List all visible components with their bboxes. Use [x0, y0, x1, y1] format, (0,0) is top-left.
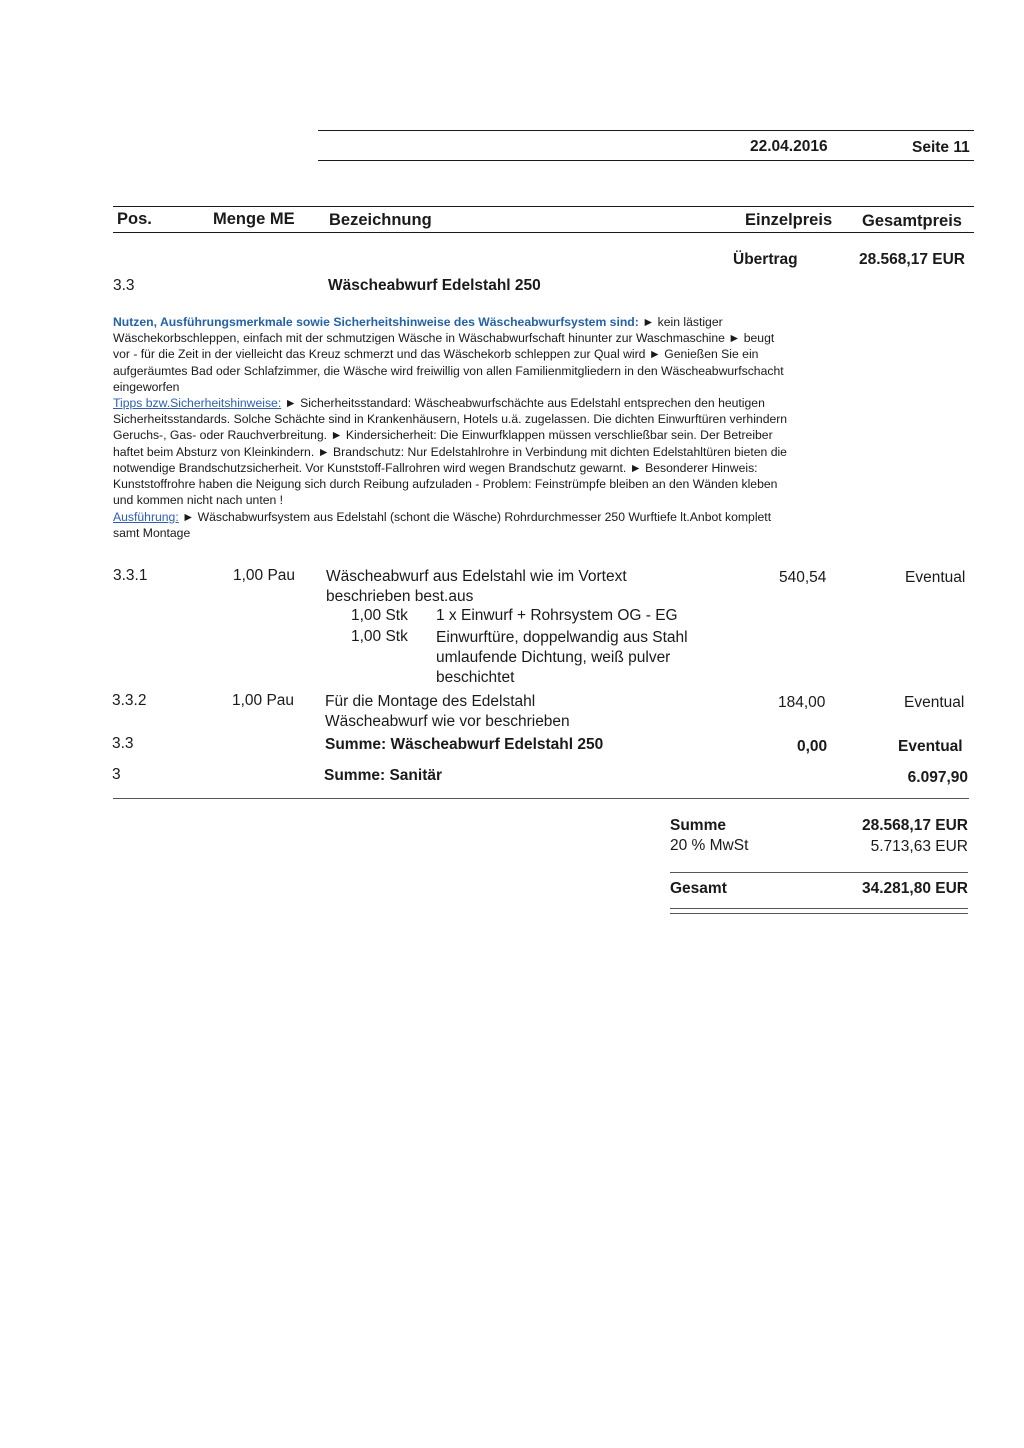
item-text-line: beschrieben best.aus: [326, 588, 474, 605]
subtotal-total: Eventual: [898, 738, 963, 755]
mwst-value: 5.713,63 EUR: [870, 838, 968, 855]
subitem-text-block: [436, 628, 688, 688]
header-bottom-rule: [318, 160, 974, 161]
subtotal-price: 0,00: [797, 738, 828, 755]
item-qty: 1,00 Pau: [232, 692, 295, 709]
item-total: Eventual: [905, 569, 966, 586]
section-pos: 3.3: [113, 277, 135, 294]
gesamt-double-rule-bottom: [670, 913, 968, 914]
description-tips: [113, 395, 883, 508]
tips-line: Kunststoffrohre haben die Neigung sich durch Reibung aufzuladen - Problem: Feinstrümpfe bleiben an den Wänden kleben: [113, 477, 778, 492]
intro-heading: Nutzen, Ausführungsmerkmale sowie Sicherheitshinweise des Wäscheabwurfsystem sind:: [113, 315, 639, 329]
item-text-line: Für die Montage des Edelstahl: [325, 693, 536, 710]
subitem-text: 1 x Einwurf + Rohrsystem OG - EG: [436, 607, 678, 624]
subitem-qty: 1,00 Stk: [351, 607, 408, 624]
exec-first-line: [113, 509, 883, 525]
item-pos: 3.3.2: [112, 692, 147, 709]
column-bezeichnung: Bezeichnung: [329, 211, 432, 229]
intro-first-line: [113, 314, 883, 330]
mwst-label: 20 % MwSt: [670, 837, 749, 854]
uebertrag-label: Übertrag: [733, 251, 798, 268]
totals-rule: [670, 872, 968, 873]
subtotal-pos: 3: [112, 766, 121, 783]
item-pos: 3.3.1: [113, 567, 148, 584]
tips-line: notwendige Brandschutzsicherheit. Vor Kunststoff-Fallrohren wird wegen Brandschutz gewarnt. ► Besonderer Hinweis:: [113, 460, 758, 475]
gesamt-value: 34.281,80 EUR: [862, 880, 968, 897]
column-einzelpreis: Einzelpreis: [745, 211, 833, 229]
subtotal-total: 6.097,90: [907, 769, 968, 786]
uebertrag-value: 28.568,17 EUR: [859, 251, 965, 268]
tips-line: Geruchs-, Gas- oder Rauchverbreitung. ► Kindersicherheit: Die Einwurfklappen müssen verschließbar sein. Der Betreiber: [113, 428, 773, 443]
description-intro: [113, 314, 883, 395]
exec-tail: ► Wäschabwurfsystem aus Edelstahl (schont die Wäsche) Rohrdurchmesser 250 Wurftiefe lt.Anbot komplett: [182, 510, 772, 524]
subtotal-label: Summe: Sanitär: [324, 767, 443, 784]
summe-value: 28.568,17 EUR: [862, 817, 968, 834]
page-number: Seite 11: [912, 139, 970, 156]
intro-line: eingeworfen: [113, 379, 180, 394]
subitem-text: beschichtet: [436, 669, 515, 686]
intro-line: Wäschekorbschleppen, einfach mit der schmutzigen Wäsche in Wäschabwurfschaft hinunter zur Waschmaschine ► beugt: [113, 331, 775, 346]
item-price: 184,00: [778, 694, 826, 711]
section-title: Wäscheabwurf Edelstahl 250: [328, 277, 541, 294]
header-top-rule: [318, 130, 974, 131]
item-qty: 1,00 Pau: [233, 567, 296, 584]
subitem-text: Einwurftüre, doppelwandig aus Stahl: [436, 629, 688, 646]
description-execution: [113, 509, 883, 541]
document-date: 22.04.2016: [750, 138, 828, 155]
item-text-line: Wäscheabwurf wie vor beschrieben: [325, 713, 570, 730]
gesamt-label: Gesamt: [670, 880, 727, 897]
gesamt-double-rule-top: [670, 908, 968, 909]
intro-tail: ► kein lästiger: [642, 315, 723, 329]
column-header-bottom-rule: [113, 232, 974, 233]
tips-link[interactable]: Tipps bzw.Sicherheitshinweise:: [113, 396, 282, 410]
subtotal-pos: 3.3: [112, 735, 134, 752]
subitem-text: umlaufende Dichtung, weiß pulver: [436, 649, 671, 666]
intro-line: vor - für die Zeit in der vielleicht das Kreuz schmerzt und das Wäschekorb schleppen zur Qual wird ► Genießen Sie ein: [113, 347, 759, 362]
item-price: 540,54: [779, 569, 827, 586]
column-gesamtpreis: Gesamtpreis: [862, 212, 962, 230]
column-pos: Pos.: [117, 210, 152, 228]
item-text-line: Wäscheabwurf aus Edelstahl wie im Vortext: [326, 568, 627, 585]
exec-line: samt Montage: [113, 526, 191, 541]
subtotal-rule: [113, 798, 969, 799]
item-description: [326, 567, 746, 607]
summe-label: Summe: [670, 817, 726, 834]
subitem-qty: 1,00 Stk: [351, 628, 408, 645]
tips-line: Sicherheitsstandards. Solche Schächte sind in Krankenhäusern, Hotels u.ä. zugelassen. Die dichten Einwurftüren verhindern: [113, 412, 788, 427]
tips-first-line: [113, 395, 883, 411]
intro-line: aufgeräumtes Bad oder Schlafzimmer, die Wäsche wird freiwillig von allen Familienmitgliedern in den Wäscheabwurfschacht: [113, 363, 784, 378]
item-description: [325, 692, 745, 732]
subtotal-label: Summe: Wäscheabwurf Edelstahl 250: [325, 736, 604, 753]
tips-line: und kommen nicht nach unten !: [113, 493, 284, 508]
column-menge: Menge ME: [213, 210, 295, 228]
item-total: Eventual: [904, 694, 965, 711]
tips-tail: ► Sicherheitsstandard: Wäscheabwurfschächte aus Edelstahl entsprechen den heutigen: [284, 396, 765, 410]
column-header-top-rule: [113, 206, 974, 207]
exec-link[interactable]: Ausführung:: [113, 510, 179, 524]
tips-line: haftet beim Absturz von Kleinkindern. ► Brandschutz: Nur Edelstahlrohre in Verbindung mit dichten Edelstahltüren bieten die: [113, 444, 787, 459]
